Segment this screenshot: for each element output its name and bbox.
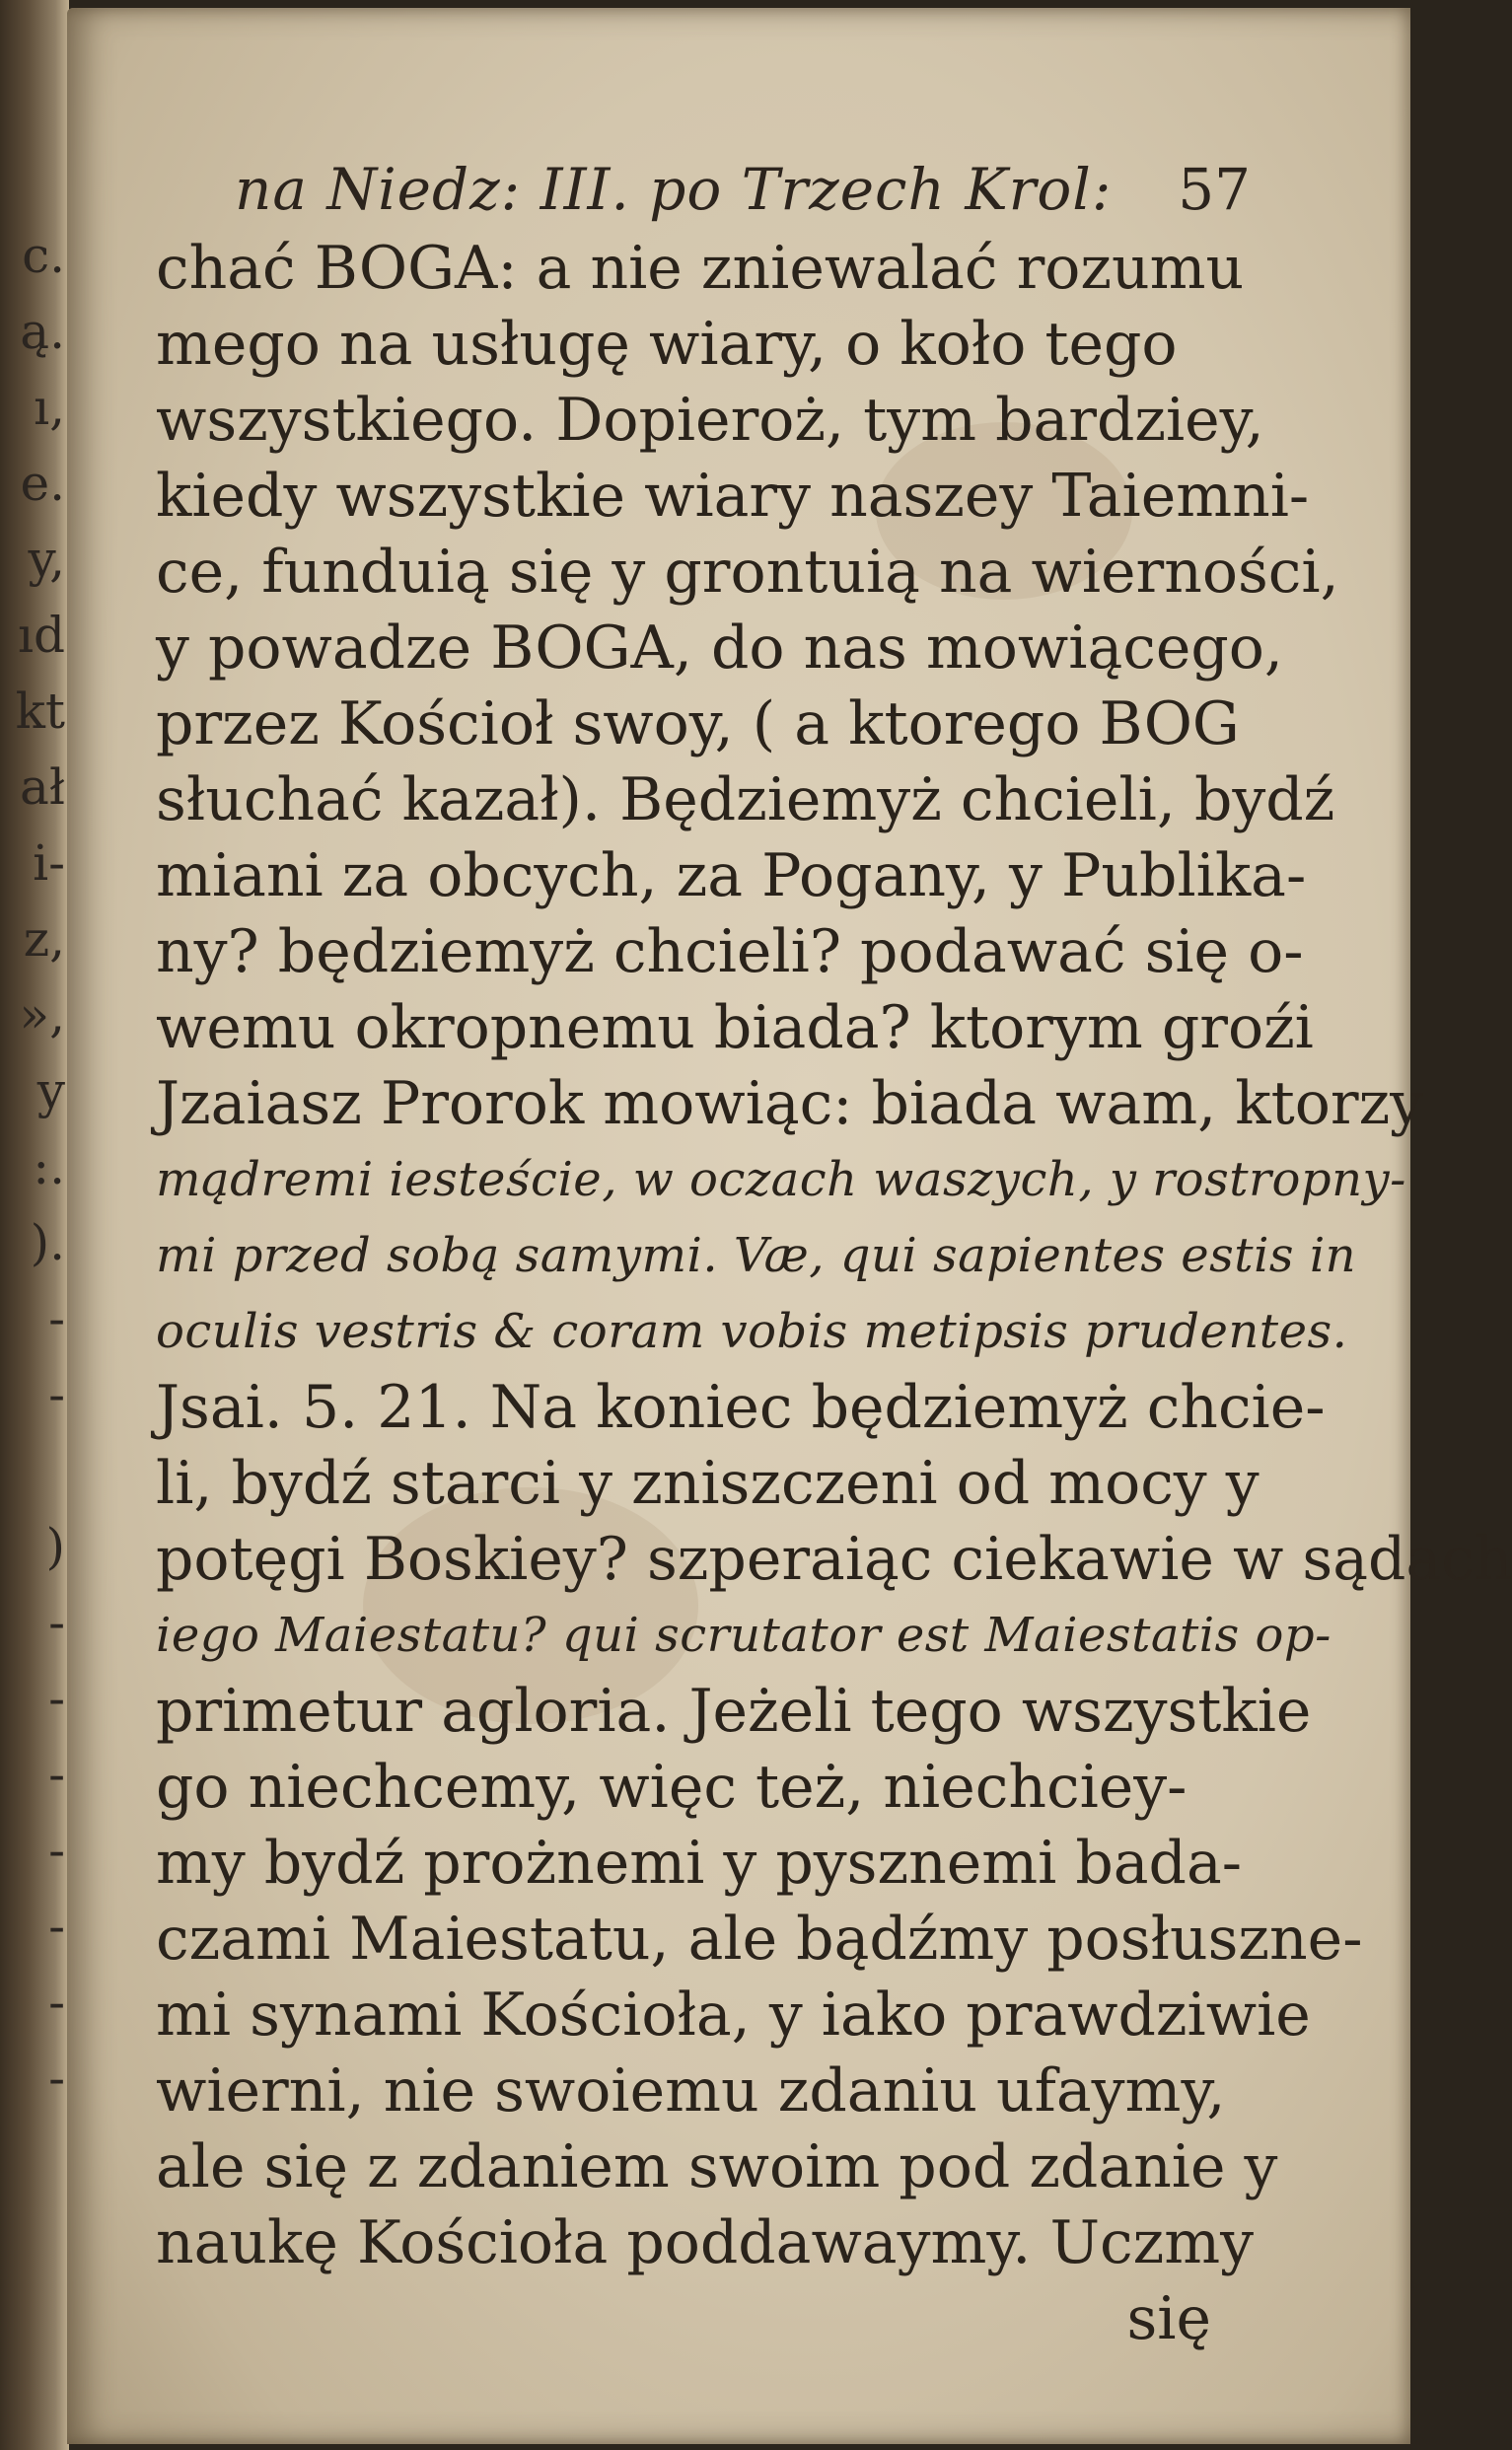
facing-edge-char: ą.: [20, 303, 65, 360]
text-line: mądremi iesteście, w oczach waszych, y rostropny-: [156, 1152, 1406, 1207]
facing-edge-char: z,: [23, 910, 65, 968]
facing-edge-char: -: [48, 1366, 65, 1423]
text-line: ale się z zdaniem swoim pod zdanie y: [156, 2132, 1278, 2201]
page-header: [235, 156, 1251, 235]
text-line: słuchać kazał). Będziemyż chcieli, bydź: [156, 765, 1335, 834]
facing-edge-char: -: [48, 1594, 65, 1651]
text-line: ce, funduią się y grontuią na wierności,: [156, 538, 1339, 607]
text-line: primetur agloria. Jeżeli tego wszystkie: [156, 1677, 1312, 1746]
text-line: miani za obcych, za Pogany, y Publika-: [156, 841, 1307, 910]
facing-edge-char: »,: [19, 986, 65, 1044]
facing-edge-char: c.: [22, 227, 65, 284]
text-line: Jzaiasz Prorok mowiąc: biada wam, ktorzy: [156, 1069, 1424, 1138]
facing-edge-char: -: [48, 1822, 65, 1879]
text-line: przez Kościoł swoy, ( a ktorego BOG: [156, 689, 1240, 758]
facing-edge-char: -: [48, 1670, 65, 1727]
facing-edge-char: ı,: [34, 379, 65, 436]
text-line: mego na usługę wiary, o koło tego: [156, 310, 1178, 379]
facing-edge-char: ).: [30, 1214, 65, 1271]
page-number: 57: [1178, 156, 1251, 223]
facing-edge-char: :.: [33, 1138, 65, 1195]
text-line: chać BOGA: a nie zniewalać rozumu: [156, 234, 1245, 303]
facing-edge-char: i-: [33, 834, 65, 892]
facing-page-edge: [0, 0, 69, 2450]
facing-edge-char: -: [48, 1746, 65, 1803]
text-line: wszystkiego. Dopieroż, tym bardziey,: [156, 386, 1264, 455]
facing-edge-char: -: [48, 1290, 65, 1347]
text-line: iego Maiestatu? qui scrutator est Maiestatis op-: [156, 1608, 1332, 1663]
text-line: go niechcemy, więc też, niechciey-: [156, 1753, 1188, 1822]
text-line: wemu okropnemu biada? ktorym groźi: [156, 993, 1314, 1062]
text-line: li, bydź starci y zniszczeni od mocy y: [156, 1449, 1260, 1518]
facing-edge-char: e.: [20, 455, 65, 512]
text-line: mi synami Kościoła, y iako prawdziwie: [156, 1981, 1311, 2050]
text-line: mi przed sobą samymi. Væ, qui sapientes estis in: [156, 1228, 1357, 1283]
running-title: na Niedz: III. po Trzech Krol:: [235, 156, 1113, 223]
text-line: wierni, nie swoiemu zdaniu ufaymy,: [156, 2056, 1226, 2126]
catchword: się: [1126, 2284, 1211, 2353]
text-line: kiedy wszystkie wiary naszey Taiemni-: [156, 462, 1310, 531]
body-text: [156, 231, 1512, 2357]
facing-edge-char: ıd: [18, 607, 65, 664]
text-line: y powadze BOGA, do nas mowiącego,: [156, 613, 1283, 683]
text-line: oculis vestris & coram vobis metipsis prudentes.: [156, 1304, 1348, 1359]
text-line: my bydź prożnemi y pysznemi bada-: [156, 1829, 1243, 1898]
facing-edge-char: -: [48, 1898, 65, 1955]
facing-edge-char: -: [48, 1974, 65, 2031]
text-line: potęgi Boskiey? szperaiąc ciekawie w sądach: [156, 1525, 1512, 1594]
text-line: ny? będziemyż chcieli? podawać się o-: [156, 917, 1304, 986]
facing-edge-char: y: [36, 1062, 65, 1119]
facing-edge-char: -: [48, 2050, 65, 2107]
text-line: czami Maiestatu, ale bądźmy posłuszne-: [156, 1905, 1363, 1974]
text-line: Jsai. 5. 21. Na koniec będziemyż chcie-: [156, 1373, 1326, 1442]
facing-edge-char: ): [45, 1518, 65, 1575]
facing-edge-char: ał: [19, 758, 65, 816]
facing-edge-char: kt: [15, 683, 65, 740]
text-line: naukę Kościoła poddawaymy. Uczmy: [156, 2208, 1255, 2277]
book-page: [67, 8, 1512, 2444]
facing-edge-char: y,: [28, 531, 65, 588]
